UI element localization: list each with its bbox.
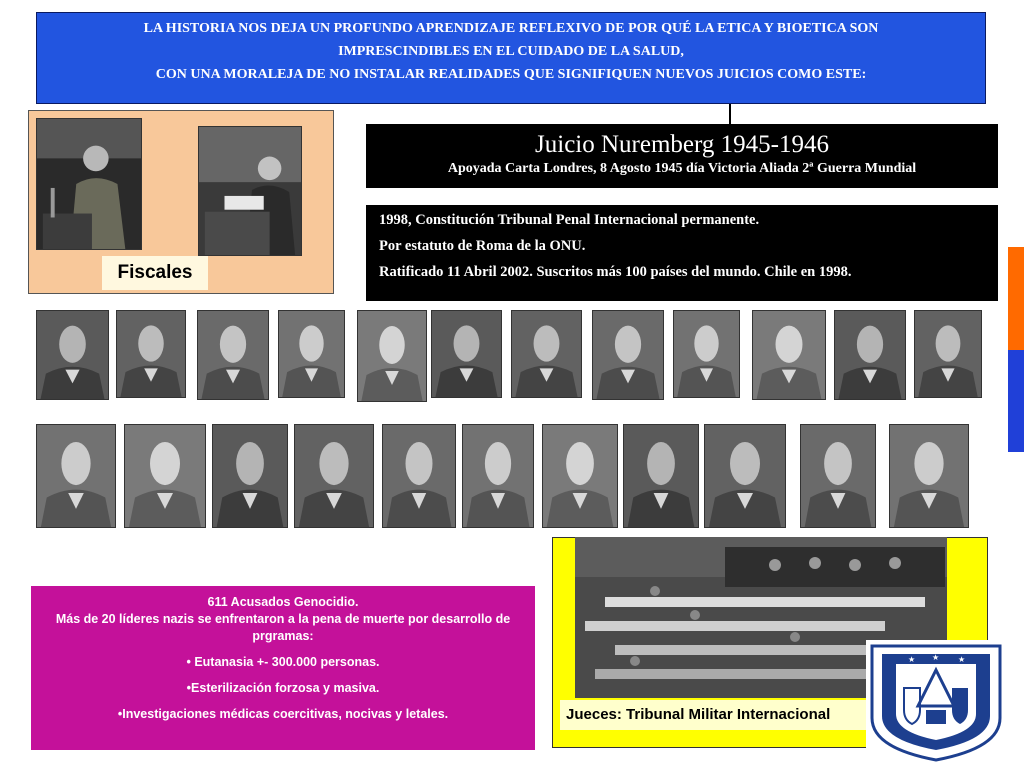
svg-text:★: ★ — [908, 655, 916, 664]
summary-bullet-1: • Eutanasia +- 300.000 personas. — [186, 655, 380, 669]
accused-mugshot — [197, 310, 269, 400]
accused-mugshot — [36, 424, 116, 528]
accused-mugshot — [542, 424, 618, 528]
info-line-2: Por estatuto de Roma de la ONU. — [379, 238, 586, 254]
accused-mugshot — [462, 424, 534, 528]
summary-bullet-2: •Esterilización forzosa y masiva. — [186, 681, 380, 695]
trial-title-box — [366, 124, 998, 188]
court-label: Jueces: Tribunal Militar Internacional — [560, 700, 890, 730]
accused-mugshot — [382, 424, 456, 528]
svg-text:★: ★ — [932, 653, 940, 662]
header-banner — [36, 12, 986, 104]
banner-line-1: LA HISTORIA NOS DEJA UN PROFUNDO APRENDIZAJE REFLEXIVO DE POR QUÉ LA ETICA Y BIOETICA SON — [143, 21, 879, 36]
accused-mugshot — [212, 424, 288, 528]
accent-bar-orange — [1008, 247, 1024, 350]
accused-mugshot — [124, 424, 206, 528]
accused-mugshot — [673, 310, 740, 398]
trial-title: Juicio Nuremberg 1945-1946 — [535, 131, 829, 158]
accused-mugshot — [592, 310, 664, 400]
accused-mugshot — [800, 424, 876, 528]
summary-line-2: Más de 20 líderes nazis se enfrentaron a la pena de muerte por desarrollo de prgramas: — [55, 612, 511, 643]
accused-mugshot — [278, 310, 345, 398]
accent-bar-blue — [1008, 350, 1024, 452]
university-logo — [866, 640, 1006, 764]
accused-mugshot — [834, 310, 906, 400]
svg-text:★: ★ — [958, 655, 966, 664]
accused-mugshot — [704, 424, 786, 528]
accused-summary-box — [31, 586, 535, 750]
prosecutor-photo — [36, 118, 142, 250]
accused-mugshot — [357, 310, 427, 402]
tribunal-info-box — [366, 205, 998, 301]
accused-mugshot — [511, 310, 582, 398]
banner-line-3: CON UNA MORALEJA DE NO INSTALAR REALIDADES QUE SIGNIFIQUEN NUEVOS JUICIOS COMO ESTE: — [155, 67, 867, 82]
trial-subtitle: Apoyada Carta Londres, 8 Agosto 1945 día Victoria Aliada 2ª Guerra Mundial — [447, 161, 917, 176]
connector-line — [729, 104, 731, 124]
fiscales-label: Fiscales — [102, 256, 208, 290]
accused-mugshot — [431, 310, 502, 398]
accused-mugshot — [116, 310, 186, 398]
accused-mugshot — [623, 424, 699, 528]
accused-mugshot — [889, 424, 969, 528]
prosecutor-photo — [198, 126, 302, 256]
info-line-1: 1998, Constitución Tribunal Penal Internacional permanente. — [379, 212, 760, 228]
info-line-3: Ratificado 11 Abril 2002. Suscritos más 100 países del mundo. Chile en 1998. — [379, 264, 852, 280]
banner-line-2: IMPRESCINDIBLES EN EL CUIDADO DE LA SALUD, — [338, 44, 684, 59]
summary-bullet-3: •Investigaciones médicas coercitivas, nocivas y letales. — [117, 707, 449, 721]
summary-line-1: 611 Acusados Genocidio. — [207, 595, 359, 609]
accused-mugshot — [752, 310, 826, 400]
accused-mugshot — [36, 310, 109, 400]
accused-mugshot — [914, 310, 982, 398]
accused-mugshot — [294, 424, 374, 528]
